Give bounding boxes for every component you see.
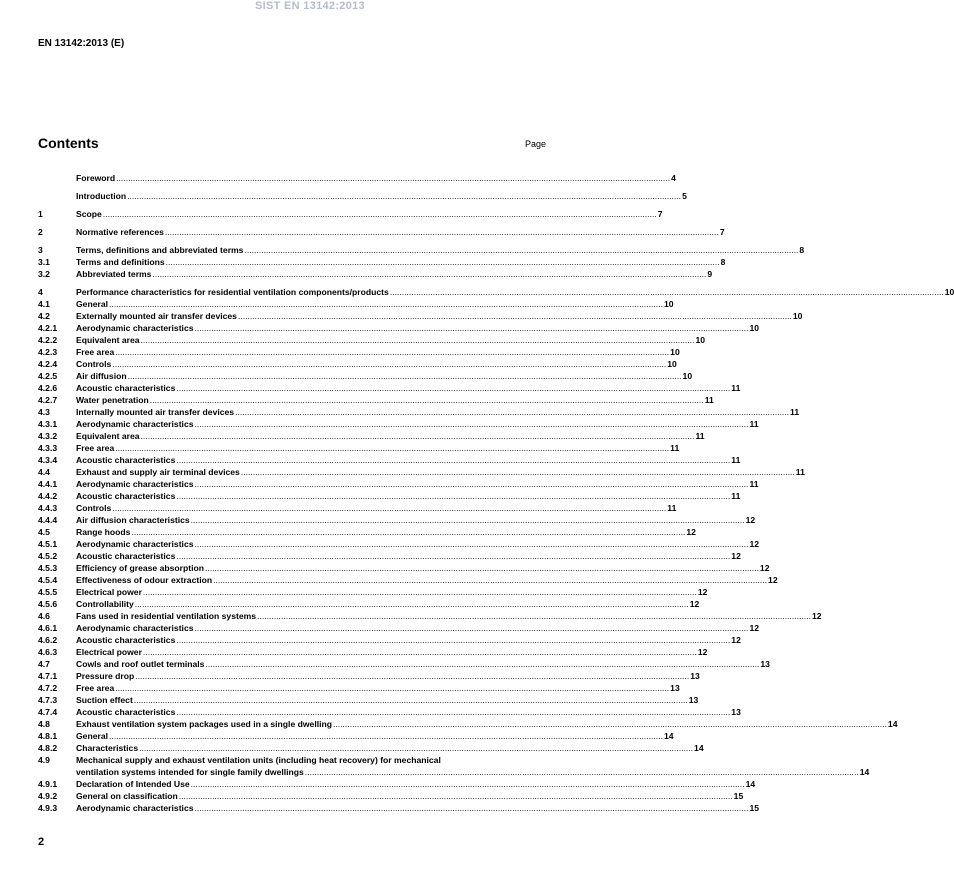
toc-entry-number: 4.7.3 — [38, 695, 58, 705]
toc-entry-title: Equivalent area — [76, 335, 140, 345]
toc-dot-leader — [195, 802, 749, 814]
toc-entry[interactable] — [38, 286, 954, 298]
toc-entry-page: 7 — [657, 209, 663, 219]
toc-entry-page: 10 — [663, 299, 674, 309]
toc-entry-number: 4.8 — [38, 719, 50, 729]
toc-entry-title: Abbreviated terms — [76, 269, 152, 279]
toc-entry-title: Air diffusion — [76, 371, 127, 381]
toc-entry-title: Internally mounted air transfer devices — [76, 407, 235, 417]
toc-entry-title: Controllability — [76, 599, 134, 609]
toc-entry[interactable] — [38, 322, 760, 334]
toc-entry-title: Acoustic characteristics — [76, 455, 176, 465]
toc-dot-leader — [333, 718, 887, 730]
toc-dot-leader — [195, 622, 749, 634]
toc-entry-title: General — [76, 299, 109, 309]
toc-entry[interactable] — [38, 658, 770, 670]
toc-entry-page: 12 — [768, 575, 778, 585]
toc-entry-title: General — [76, 731, 109, 741]
toc-dot-leader — [143, 586, 697, 598]
toc-dot-leader — [176, 706, 730, 718]
toc-entry-page: 10 — [667, 359, 677, 369]
toc-dot-leader — [131, 526, 685, 538]
toc-entry-number: 4.2.7 — [38, 395, 58, 405]
toc-entry-title: Efficiency of grease absorption — [76, 563, 204, 573]
toc-entry-title: Cowls and roof outlet terminals — [76, 659, 205, 669]
toc-entry-title: Free area — [76, 347, 115, 357]
toc-entry-number: 3.2 — [38, 269, 50, 279]
toc-entry[interactable] — [38, 256, 726, 268]
toc-dot-leader — [213, 574, 767, 586]
toc-entry-page: 13 — [670, 683, 680, 693]
toc-entry-page: 14 — [663, 731, 674, 741]
toc-entry[interactable] — [38, 550, 741, 562]
toc-entry-page: 12 — [686, 527, 696, 537]
toc-entry-title: Equivalent area — [76, 431, 140, 441]
toc-entry-page: 13 — [731, 707, 741, 717]
toc-entry-number: 4.7.4 — [38, 707, 58, 717]
toc-entry-title: Performance characteristics for residential ventilation components/products — [76, 287, 389, 297]
toc-dot-leader — [235, 406, 789, 418]
toc-entry-page: 12 — [745, 515, 756, 525]
toc-dot-leader — [176, 454, 730, 466]
toc-dot-leader — [176, 634, 730, 646]
toc-entry-page: 11 — [704, 395, 714, 405]
toc-entry-number: 4.4.3 — [38, 503, 58, 513]
toc-dot-leader — [305, 766, 859, 778]
toc-entry[interactable] — [38, 190, 687, 202]
toc-entry-title: Acoustic characteristics — [76, 491, 176, 501]
toc-entry-title: Range hoods — [76, 527, 131, 537]
toc-entry[interactable] — [38, 562, 770, 574]
toc-entry-page: 10 — [682, 371, 693, 381]
toc-dot-leader — [141, 334, 695, 346]
page-column-heading: Page — [524, 139, 546, 149]
toc-entry-page: 12 — [749, 539, 760, 549]
toc-entry-title: Externally mounted air transfer devices — [76, 311, 237, 321]
table-of-contents — [38, 172, 954, 814]
toc-entry-title: Controls — [76, 359, 112, 369]
toc-entry-title — [76, 754, 869, 778]
toc-entry-number: 4.5.4 — [38, 575, 58, 585]
toc-entry-title: Free area — [76, 683, 115, 693]
toc-entry-number: 4.5.5 — [38, 587, 58, 597]
toc-entry[interactable] — [38, 226, 725, 238]
toc-entry-page: 11 — [749, 419, 759, 429]
toc-entry-page: 12 — [749, 623, 760, 633]
toc-dot-leader — [205, 658, 759, 670]
toc-entry[interactable] — [38, 490, 741, 502]
toc-entry-page: 14 — [745, 779, 756, 789]
toc-entry-title: Electrical power — [76, 587, 142, 597]
toc-entry[interactable] — [38, 466, 805, 478]
toc-entry-page: 13 — [760, 659, 770, 669]
toc-entry-page: 11 — [749, 479, 759, 489]
toc-entry-title: Introduction — [76, 191, 127, 201]
toc-entry-title: Exhaust ventilation system packages used in a single dwelling — [76, 719, 332, 729]
toc-entry-number: 4.9.1 — [38, 779, 58, 789]
toc-entry-title-line: Mechanical supply and exhaust ventilation units (including heat recovery) for mechanical — [76, 755, 441, 765]
toc-entry[interactable] — [38, 514, 756, 526]
toc-entry-number: 4.5 — [38, 527, 50, 537]
toc-entry-number: 4.2.1 — [38, 323, 58, 333]
toc-entry-number: 3 — [38, 245, 43, 255]
toc-entry-title: Aerodynamic characteristics — [76, 623, 194, 633]
toc-entry[interactable] — [38, 742, 704, 754]
toc-dot-leader — [109, 730, 663, 742]
toc-entry-title: Pressure drop — [76, 671, 135, 681]
toc-entry-title: Free area — [76, 443, 115, 453]
document-id: EN 13142:2013 (E) — [38, 38, 125, 49]
toc-entry[interactable] — [38, 730, 674, 742]
toc-dot-leader — [115, 346, 669, 358]
toc-entry-number: 4.5.1 — [38, 539, 58, 549]
toc-entry-number: 4 — [38, 287, 43, 297]
toc-entry-number: 4.2.3 — [38, 347, 58, 357]
toc-entry[interactable] — [38, 790, 744, 802]
toc-entry-number: 4.3.2 — [38, 431, 58, 441]
toc-entry-number: 4.9.3 — [38, 803, 58, 813]
toc-entry-number: 2 — [38, 227, 43, 237]
toc-entry-page: 14 — [887, 719, 898, 729]
toc-dot-leader — [244, 244, 798, 256]
toc-dot-leader — [195, 538, 749, 550]
toc-entry-number: 4.4 — [38, 467, 50, 477]
toc-entry-page: 10 — [792, 311, 803, 321]
toc-entry-title: Characteristics — [76, 743, 139, 753]
toc-entry-page: 11 — [731, 491, 741, 501]
toc-dot-leader — [195, 478, 749, 490]
toc-entry-number: 4.2.5 — [38, 371, 58, 381]
toc-entry-page: 12 — [689, 599, 700, 609]
toc-entry-title: Normative references — [76, 227, 164, 237]
toc-entry-title: Electrical power — [76, 647, 142, 657]
toc-entry-page: 13 — [690, 671, 700, 681]
toc-entry-page: 12 — [731, 551, 741, 561]
toc-entry-number: 4.6.2 — [38, 635, 58, 645]
toc-dot-leader — [112, 502, 666, 514]
toc-entry-number: 4.3 — [38, 407, 50, 417]
toc-entry-number: 4.3.3 — [38, 443, 58, 453]
toc-entry-title: Scope — [76, 209, 102, 219]
toc-entry-page: 10 — [749, 323, 760, 333]
toc-entry-title: Aerodynamic characteristics — [76, 803, 194, 813]
contents-title: Contents — [38, 135, 99, 151]
toc-entry-title: Fans used in residential ventilation systems — [76, 611, 257, 621]
toc-entry-title: Air diffusion characteristics — [76, 515, 190, 525]
toc-dot-leader — [195, 418, 749, 430]
toc-entry[interactable] — [38, 610, 822, 622]
toc-entry-number: 4.8.1 — [38, 731, 58, 741]
toc-entry-title: Suction effect — [76, 695, 133, 705]
toc-entry-title: Effectiveness of odour extraction — [76, 575, 213, 585]
toc-entry[interactable] — [38, 778, 756, 790]
toc-entry-title-text: ventilation systems intended for single family dwellings — [76, 767, 304, 777]
toc-entry-number: 4.6.3 — [38, 647, 58, 657]
toc-entry[interactable] — [38, 706, 741, 718]
toc-dot-leader — [116, 172, 670, 184]
toc-dot-leader — [205, 562, 759, 574]
toc-entry-page: 5 — [682, 191, 687, 201]
toc-dot-leader — [115, 442, 669, 454]
toc-dot-leader — [152, 268, 706, 280]
toc-entry[interactable] — [38, 538, 760, 550]
toc-entry-page: 9 — [707, 269, 713, 279]
toc-entry-number: 4.1 — [38, 299, 50, 309]
toc-entry-page: 15 — [733, 791, 744, 801]
toc-entry-page: 10 — [695, 335, 706, 345]
toc-entry-number: 4.5.2 — [38, 551, 58, 561]
toc-entry-page: 13 — [688, 695, 699, 705]
toc-entry[interactable] — [38, 646, 708, 658]
toc-entry[interactable] — [38, 382, 741, 394]
toc-entry[interactable] — [38, 598, 700, 610]
toc-entry-number: 4.9 — [38, 755, 50, 765]
watermark: SIST EN 13142:2013 — [255, 0, 365, 12]
toc-entry[interactable] — [38, 244, 805, 256]
toc-entry[interactable] — [38, 394, 714, 406]
toc-dot-leader — [191, 514, 745, 526]
toc-entry-page: 14 — [694, 743, 704, 753]
toc-dot-leader — [176, 550, 730, 562]
toc-entry-title: Aerodynamic characteristics — [76, 323, 194, 333]
toc-entry[interactable] — [38, 406, 800, 418]
toc-dot-leader — [176, 382, 730, 394]
toc-entry-page: 11 — [667, 503, 677, 513]
toc-entry-number: 4.4.4 — [38, 515, 58, 525]
toc-entry[interactable] — [38, 418, 759, 430]
toc-entry[interactable] — [38, 670, 700, 682]
toc-entry[interactable] — [38, 346, 680, 358]
toc-entry-title: Acoustic characteristics — [76, 383, 176, 393]
toc-dot-leader — [166, 256, 720, 268]
toc-entry-title: Exhaust and supply air terminal devices — [76, 467, 240, 477]
toc-entry[interactable] — [38, 442, 680, 454]
toc-entry-number: 4.3.4 — [38, 455, 58, 465]
toc-entry-page: 8 — [799, 245, 805, 255]
toc-dot-leader — [115, 682, 669, 694]
toc-dot-leader — [165, 226, 719, 238]
toc-dot-leader — [257, 610, 811, 622]
toc-entry-page: 11 — [695, 431, 705, 441]
toc-dot-leader — [179, 790, 733, 802]
toc-dot-leader — [103, 208, 657, 220]
toc-entry-title: Water penetration — [76, 395, 149, 405]
toc-entry-number: 4.4.1 — [38, 479, 58, 489]
toc-entry[interactable] — [38, 358, 677, 370]
toc-dot-leader — [109, 298, 663, 310]
toc-entry-title: Aerodynamic characteristics — [76, 419, 194, 429]
toc-entry[interactable] — [38, 718, 898, 730]
toc-entry-page: 10 — [670, 347, 680, 357]
toc-entry-page: 11 — [790, 407, 800, 417]
toc-entry-title: Acoustic characteristics — [76, 635, 176, 645]
toc-entry-number: 3.1 — [38, 257, 50, 267]
toc-entry-page: 7 — [719, 227, 725, 237]
toc-entry[interactable] — [38, 622, 760, 634]
toc-entry-title: Aerodynamic characteristics — [76, 479, 194, 489]
toc-entry-number: 4.6 — [38, 611, 50, 621]
toc-dot-leader — [238, 310, 792, 322]
toc-entry-title: Declaration of Intended Use — [76, 779, 190, 789]
toc-entry-page: 11 — [670, 443, 680, 453]
toc-entry-page: 12 — [731, 635, 741, 645]
toc-entry[interactable] — [38, 334, 706, 346]
toc-entry[interactable] — [38, 430, 705, 442]
toc-entry-page: 12 — [697, 587, 708, 597]
toc-entry[interactable] — [38, 478, 759, 490]
toc-entry-page: 11 — [731, 455, 741, 465]
toc-entry-title: Acoustic characteristics — [76, 551, 176, 561]
toc-entry-number: 4.7 — [38, 659, 50, 669]
toc-entry-number: 4.6.1 — [38, 623, 58, 633]
toc-entry[interactable] — [38, 502, 677, 514]
toc-dot-leader — [134, 694, 688, 706]
toc-entry-title: Controls — [76, 503, 112, 513]
toc-entry-number: 4.2.4 — [38, 359, 58, 369]
toc-entry[interactable] — [38, 574, 778, 586]
toc-entry[interactable] — [38, 454, 741, 466]
toc-entry[interactable] — [38, 208, 663, 220]
toc-dot-leader — [191, 778, 745, 790]
toc-entry-number: 1 — [38, 209, 43, 219]
toc-entry-title: Terms, definitions and abbreviated terms — [76, 245, 244, 255]
toc-entry[interactable] — [38, 634, 741, 646]
toc-entry-page: 8 — [720, 257, 726, 267]
toc-dot-leader — [195, 322, 749, 334]
toc-entry[interactable] — [38, 754, 870, 778]
toc-dot-leader — [127, 190, 681, 202]
toc-entry[interactable] — [38, 682, 680, 694]
toc-entry-number: 4.5.3 — [38, 563, 58, 573]
toc-entry[interactable] — [38, 310, 803, 322]
toc-entry-number: 4.7.1 — [38, 671, 58, 681]
toc-dot-leader — [141, 430, 695, 442]
toc-dot-leader — [139, 742, 693, 754]
toc-entry[interactable] — [38, 526, 696, 538]
toc-entry[interactable] — [38, 802, 760, 814]
toc-entry-number: 4.4.2 — [38, 491, 58, 501]
toc-entry-title: Aerodynamic characteristics — [76, 539, 194, 549]
toc-entry-page: 12 — [697, 647, 708, 657]
toc-dot-leader — [112, 358, 666, 370]
toc-entry-page: 11 — [731, 383, 741, 393]
toc-entry[interactable] — [38, 370, 693, 382]
toc-entry-number: 4.5.6 — [38, 599, 58, 609]
toc-entry-page: 11 — [795, 467, 805, 477]
toc-entry-number: 4.8.2 — [38, 743, 58, 753]
toc-entry-title: Foreword — [76, 173, 116, 183]
toc-entry-page: 10 — [944, 287, 954, 297]
toc-entry-title: General on classification — [76, 791, 178, 801]
toc-dot-leader — [135, 670, 689, 682]
toc-entry-title-line — [76, 766, 869, 778]
toc-dot-leader — [390, 286, 944, 298]
toc-entry-number: 4.3.1 — [38, 419, 58, 429]
toc-dot-leader — [241, 466, 795, 478]
toc-entry[interactable] — [38, 298, 674, 310]
toc-dot-leader — [150, 394, 704, 406]
toc-entry[interactable] — [38, 694, 699, 706]
toc-entry-number: 4.9.2 — [38, 791, 58, 801]
toc-entry-page: 12 — [759, 563, 770, 573]
toc-dot-leader — [143, 646, 697, 658]
toc-entry-number: 4.2 — [38, 311, 50, 321]
toc-entry-title: Acoustic characteristics — [76, 707, 176, 717]
toc-dot-leader — [176, 490, 730, 502]
footer-page-number: 2 — [38, 836, 45, 848]
toc-entry-number: 4.2.6 — [38, 383, 58, 393]
toc-entry[interactable] — [38, 586, 708, 598]
toc-dot-leader — [135, 598, 689, 610]
toc-entry-number: 4.7.2 — [38, 683, 58, 693]
toc-entry[interactable] — [38, 268, 713, 280]
toc-dot-leader — [128, 370, 682, 382]
toc-entry-number: 4.2.2 — [38, 335, 58, 345]
toc-entry-page: 4 — [671, 173, 676, 183]
toc-entry-title: Terms and definitions — [76, 257, 165, 267]
toc-entry-page: 15 — [749, 803, 760, 813]
toc-entry-page: 12 — [812, 611, 822, 621]
toc-entry-page: 14 — [859, 767, 870, 777]
toc-entry[interactable] — [38, 172, 676, 184]
